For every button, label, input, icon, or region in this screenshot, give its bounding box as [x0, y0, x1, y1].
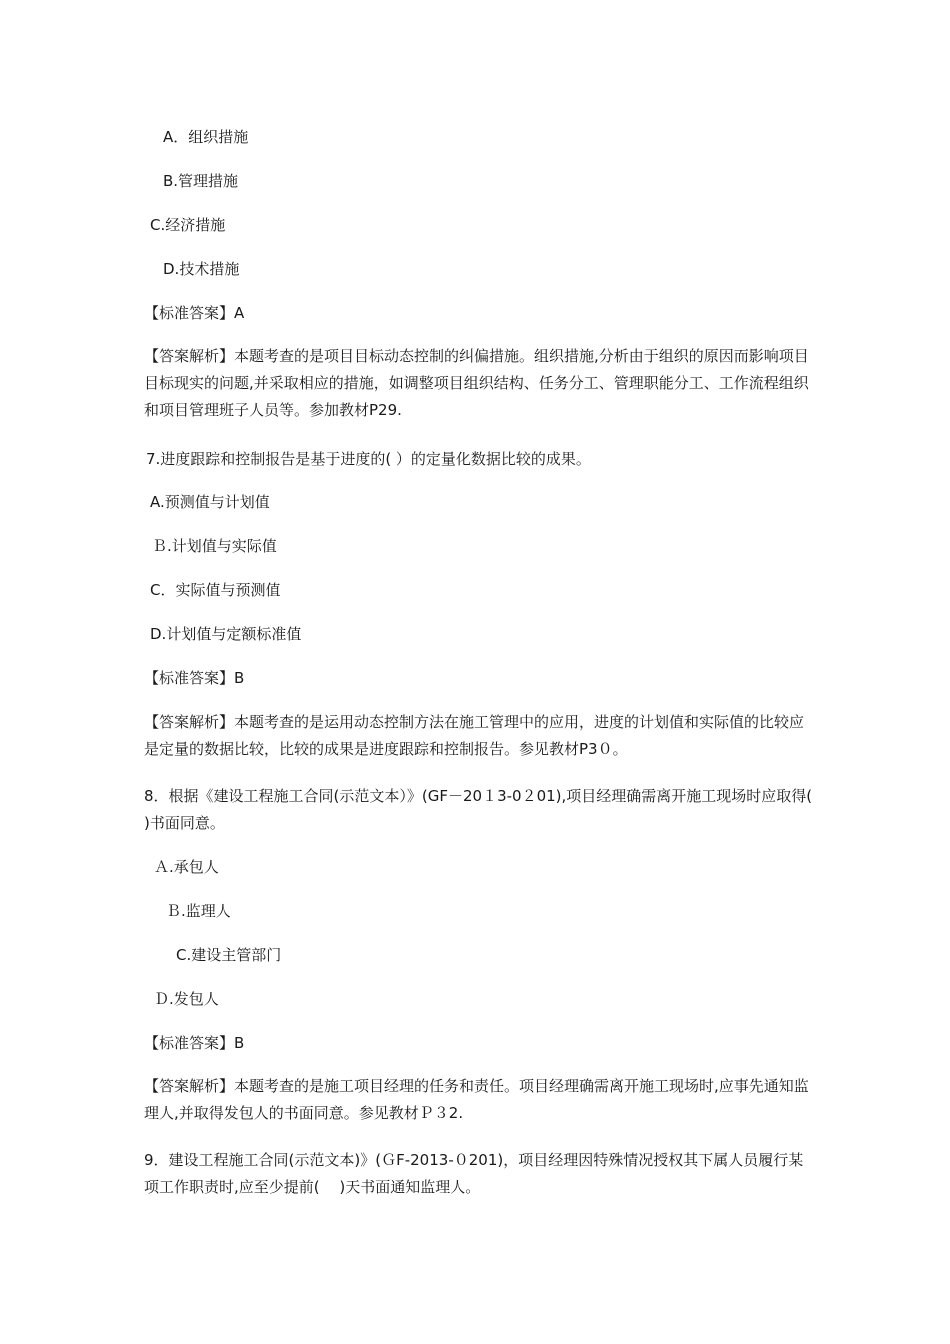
q8-option-d: Ｄ.发包人 [154, 990, 219, 1008]
q6-option-a: A．组织措施 [163, 128, 249, 146]
q8-stem: 8．根据《建设工程施工合同(示范文本）》(GF－20１3-0２01),项目经理确需离开施工现场时应取得( )书面同意。 [144, 787, 813, 832]
q7-standard-answer: 【标准答案】B [144, 669, 245, 687]
q8-option-c: C.建设主管部门 [176, 946, 282, 964]
q6-option-b: B.管理措施 [163, 172, 239, 190]
q7-answer-analysis: 【答案解析】本题考查的是运用动态控制方法在施工管理中的应用，进度的计划值和实际值的比较应是定量的数据比较，比较的成果是进度跟踪和控制报告。参见教材P3０。 [144, 713, 805, 758]
q6-standard-answer: 【标准答案】A [144, 304, 245, 322]
q6-option-d: D.技术措施 [163, 260, 240, 278]
q8-standard-answer: 【标准答案】B [144, 1034, 245, 1052]
q7-option-d: D.计划值与定额标准值 [150, 625, 302, 643]
q6-option-c: C.经济措施 [150, 216, 226, 234]
q8-option-a: Ａ.承包人 [154, 858, 219, 876]
q8-option-b: Ｂ.监理人 [166, 902, 231, 920]
q7-option-c: C．实际值与预测值 [150, 581, 281, 599]
q7-option-a: A.预测值与计划值 [150, 493, 270, 511]
q8-answer-analysis: 【答案解析】本题考查的是施工项目经理的任务和责任。项目经理确需离开施工现场时,应事先通知监理人,并取得发包人的书面同意。参见教材Ｐ３2. [144, 1077, 809, 1122]
q7-stem: 7.进度跟踪和控制报告是基于进度的( ）的定量化数据比较的成果。 [146, 450, 591, 468]
q6-answer-analysis: 【答案解析】本题考查的是项目目标动态控制的纠偏措施。组织措施,分析由于组织的原因而影响项目目标现实的问题,并采取相应的措施，如调整项目组织结构、任务分工、管理职能分工、工作流程组织和项目管理班子人员等。参加教材P29. [144, 347, 809, 419]
q7-option-b: Ｂ.计划值与实际值 [152, 537, 277, 555]
q9-stem: 9．建设工程施工合同(示范文本)》(ＧF-2013-０201)，项目经理因特殊情况授权其下属人员履行某项工作职责时,应至少提前( )天书面通知监理人。 [144, 1151, 804, 1196]
